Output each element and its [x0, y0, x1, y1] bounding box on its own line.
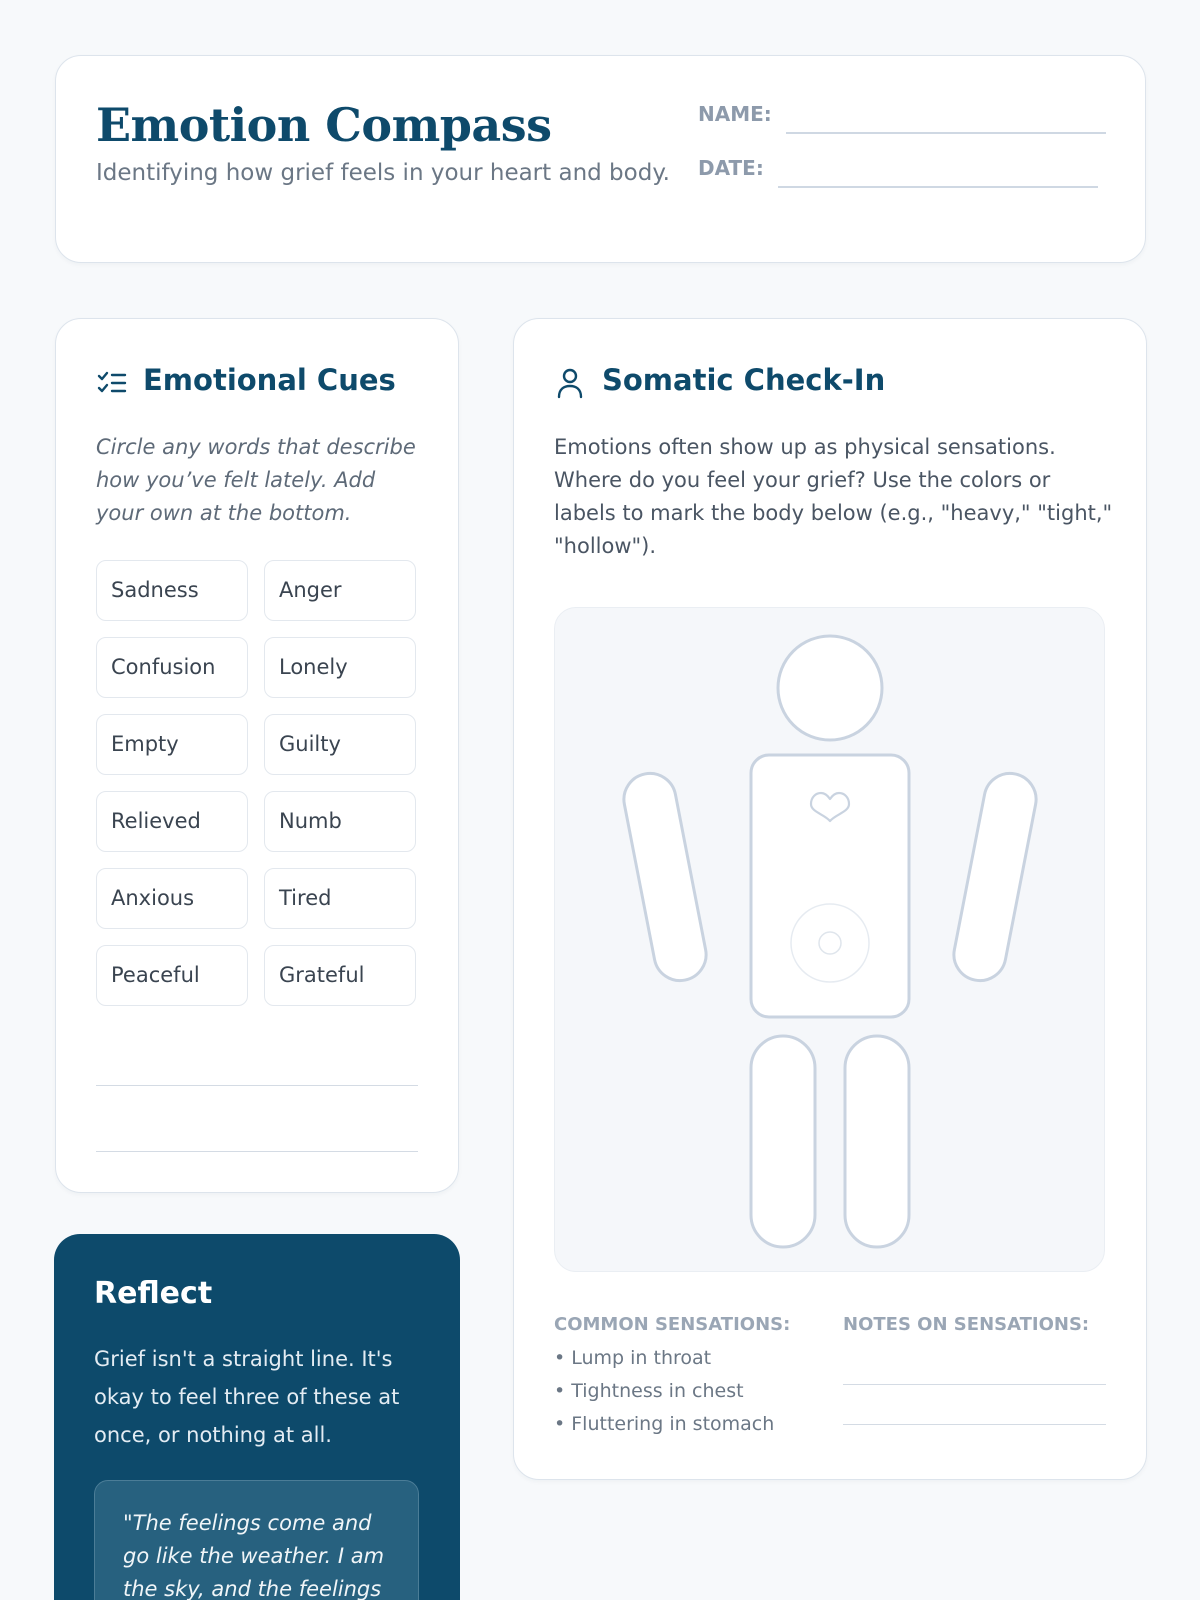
name-field[interactable]: [786, 132, 1106, 134]
header-card: [55, 55, 1146, 263]
body-outline-figure[interactable]: [555, 608, 1106, 1273]
sensation-item: • Fluttering in stomach: [554, 1413, 775, 1435]
notes-line[interactable]: [843, 1424, 1106, 1425]
date-label: DATE:: [698, 156, 764, 180]
page-subtitle: Identifying how grief feels in your heart and body.: [96, 160, 670, 186]
common-sensations-heading: COMMON SENSATIONS:: [554, 1314, 791, 1335]
reflect-text: Grief isn't a straight line. It's okay to feel three of these at once, or nothing at all.: [94, 1347, 400, 1447]
cues-instructions: Circle any words that describe how you’ve felt lately. Add your own at the bottom.: [96, 435, 416, 525]
emotion-chip[interactable]: Anxious: [96, 868, 248, 929]
body-map-panel[interactable]: [554, 607, 1105, 1272]
emotion-chip[interactable]: Numb: [264, 791, 416, 852]
emotion-chip[interactable]: Confusion: [96, 637, 248, 698]
somatic-checkin-card: [513, 318, 1147, 1480]
somatic-instructions: Emotions often show up as physical sensations. Where do you feel your grief? Use the colors or labels to mark the body below (e.g., "heavy," "tight," "hollow").: [554, 435, 1113, 558]
custom-word-line[interactable]: [96, 1085, 418, 1086]
custom-word-line[interactable]: [96, 1151, 418, 1152]
emotion-chip[interactable]: Sadness: [96, 560, 248, 621]
reflect-card: [54, 1234, 460, 1600]
emotion-chip[interactable]: Empty: [96, 714, 248, 775]
reflect-title: Reflect: [94, 1276, 213, 1311]
emotion-chip[interactable]: Tired: [264, 868, 416, 929]
page-title: Emotion Compass: [96, 98, 552, 152]
emotion-chip[interactable]: Anger: [264, 560, 416, 621]
emotional-cues-title: Emotional Cues: [143, 363, 396, 397]
somatic-title: Somatic Check-In: [602, 363, 886, 397]
notes-line[interactable]: [843, 1384, 1106, 1385]
torso-outline[interactable]: [751, 755, 909, 1017]
reflect-quote: "The feelings come and go like the weather. I am the sky, and the feelings: [94, 1480, 419, 1600]
emotion-chip[interactable]: Relieved: [96, 791, 248, 852]
emotion-chip[interactable]: Guilty: [264, 714, 416, 775]
right-leg-outline[interactable]: [845, 1036, 909, 1247]
emotional-cues-card: [55, 318, 459, 1193]
person-icon: [556, 367, 584, 399]
checklist-icon: [96, 369, 128, 397]
emotion-chip[interactable]: Lonely: [264, 637, 416, 698]
left-arm-outline[interactable]: [619, 769, 710, 985]
date-field[interactable]: [778, 186, 1098, 188]
left-leg-outline[interactable]: [751, 1036, 815, 1247]
name-label: NAME:: [698, 102, 772, 126]
sensation-item: • Lump in throat: [554, 1347, 712, 1369]
notes-heading: NOTES ON SENSATIONS:: [843, 1314, 1090, 1335]
sensation-item: • Tightness in chest: [554, 1380, 744, 1402]
right-arm-outline[interactable]: [949, 769, 1040, 985]
emotion-chip[interactable]: Grateful: [264, 945, 416, 1006]
emotion-chip[interactable]: Peaceful: [96, 945, 248, 1006]
head-outline[interactable]: [778, 636, 882, 740]
